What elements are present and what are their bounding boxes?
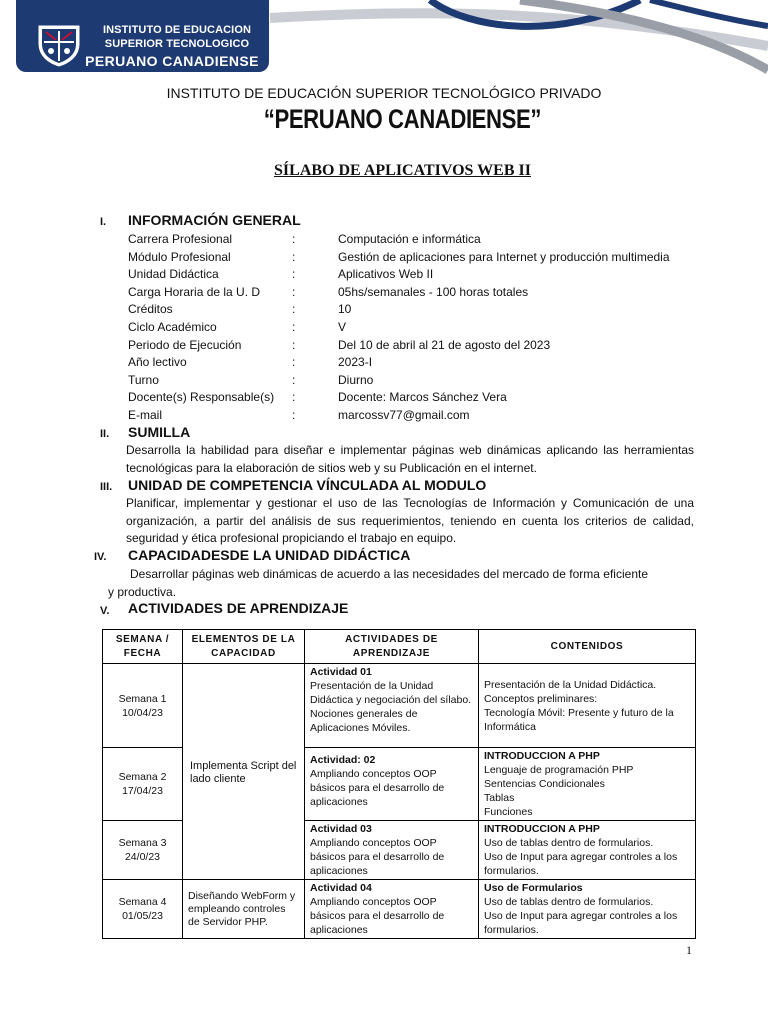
info-value: Gestión de aplicaciones para Internet y producción multimedia [338,250,670,264]
content-line: Funciones [484,806,533,818]
institution-title: “PERUANO CANADIENSE” [263,104,542,134]
element-cell [183,880,305,939]
section-5-number: V. [100,605,110,617]
info-value: Computación e informática [338,232,481,246]
info-colon: : [292,267,296,281]
content-line: Tablas [484,792,515,804]
info-value: 05hs/semanales - 100 horas totales [338,285,529,299]
section-2-number: II. [100,428,110,440]
content-line: Uso de tablas dentro de formularios. [484,837,654,849]
activity-title: Actividad 01 [310,666,372,678]
activity-title: Actividad 04 [310,882,372,894]
week-cell [103,748,183,821]
section-4-number: IV. [94,551,107,563]
content-cell [479,821,696,880]
info-value: Docente: Marcos Sánchez Vera [338,390,507,404]
activity-text: Ampliando conceptos OOP básicos para el desarrollo de aplicaciones [310,768,445,808]
content-cell [479,748,696,821]
info-value: marcossv77@gmail.com [338,408,470,422]
header-contenidos: CONTENIDOS [479,630,696,664]
element-text: Implementa Script del lado cliente [190,760,297,785]
info-label: Créditos [128,302,173,316]
info-colon: : [292,373,296,387]
activity-title: Actividad: 02 [310,754,376,766]
institution-name: INSTITUTO DE EDUCACIÓN SUPERIOR TECNOLÓGICO PRIVADO [166,85,602,101]
section-5-title: ACTIVIDADES DE APRENDIZAJE [128,600,349,616]
week-label: Semana 1 [118,692,167,705]
info-colon: : [292,390,296,404]
info-colon: : [292,320,296,334]
activity-text: Ampliando conceptos OOP básicos para el desarrollo de aplicaciones [310,837,445,877]
week-date: 17/04/23 [122,785,163,797]
info-label: E-mail [128,408,163,422]
info-label: Ciclo Académico [128,320,217,334]
header-actividades: ACTIVIDADES DE APRENDIZAJE [305,630,479,664]
week-label: Semana 2 [118,771,167,783]
content-line: Uso de tablas dentro de formularios. [484,896,654,908]
activity-cell [305,748,479,821]
content-title: Uso de Formularios [484,882,583,894]
info-colon: : [292,285,296,299]
info-label: Turno [128,373,159,387]
logo-line-3: PERUANO CANADIENSE [85,53,259,69]
section-2-title: SUMILLA [128,424,191,440]
content-title: INTRODUCCION A PHP [484,823,600,835]
info-value: Del 10 de abril al 21 de agosto del 2023 [338,338,551,352]
activity-cell [305,664,479,748]
element-text: Diseñando WebForm y empleando controles de Servidor PHP. [188,889,296,928]
section-3-number: III. [100,481,113,493]
section-3-title: UNIDAD DE COMPETENCIA VÍNCULADA AL MODULO [128,477,487,493]
info-label: Docente(s) Responsable(s) [128,390,275,404]
activity-cell [305,880,479,939]
capacidades-text: Desarrollar páginas web dinámicas de acuerdo a las necesidades del mercado de forma eficiente y productiva. [108,567,648,599]
info-value: 10 [338,302,352,316]
content-cell [479,880,696,939]
week-cell [103,880,183,939]
info-value: Diurno [338,373,374,387]
week-cell [103,821,183,880]
info-label: Carrera Profesional [128,232,233,246]
week-date: 24/0/23 [124,851,161,863]
content-line: Uso de Input para agregar controles a los formularios. [484,910,678,936]
table-row [103,880,696,939]
week-label: Semana 3 [118,837,167,849]
info-label: Periodo de Ejecución [128,338,242,352]
content-line: Conceptos preliminares: [484,692,598,705]
info-value: 2023-I [338,355,373,369]
content-line: Sentencias Condicionales [484,778,605,790]
info-colon: : [292,355,296,369]
week-date: 10/04/23 [122,706,163,719]
info-label: Año lectivo [128,355,187,369]
header-elementos: ELEMENTOS DE LA CAPACIDAD [183,630,305,664]
institution-logo [16,0,269,72]
logo-line-2: SUPERIOR TECNOLOGICO [104,38,250,50]
content-line: Lenguaje de programación PHP [484,764,634,776]
info-colon: : [292,250,296,264]
section-1-title: INFORMACIÓN GENERAL [128,212,301,228]
sumilla-text: Desarrolla la habilidad para diseñar e implementar páginas web dinámicas aplicando las herramientas tecnológicas para la elaboración de sitios web y su Publicación en el internet. [126,443,694,475]
info-colon: : [292,338,296,352]
info-label: Unidad Didáctica [128,267,219,281]
section-4-title: CAPACIDADESDE LA UNIDAD DIDÁCTICA [128,547,411,563]
info-colon: : [292,408,296,422]
week-label: Semana 4 [118,896,167,908]
info-value: V [338,320,347,334]
info-value: Aplicativos Web II [338,267,434,281]
info-colon: : [292,302,296,316]
section-1-number: I. [100,216,107,228]
content-title: INTRODUCCION A PHP [484,750,600,762]
activity-text: Presentación de la Unidad Didáctica y negociación del sílabo. Nociones generales de Aplicaciones Móviles. [310,680,472,734]
competencia-text: Planificar, implementar y gestionar el uso de las Tecnologías de Información y Comunicación de una organización, a partir del análisis de sus requerimientos, teniendo en cuenta los criterios de calidad, seguridad y ética profesional propiciando el trabajo en equipo. [126,496,694,545]
logo-line-1: INSTITUTO DE EDUCACION [102,24,252,36]
element-cell [183,664,305,880]
table-row [103,664,696,748]
content-cell [479,664,696,748]
content-line: Uso de Input para agregar controles a los formularios. [484,851,678,877]
activity-title: Actividad 03 [310,823,372,835]
week-cell [103,664,183,748]
activities-table [102,629,696,939]
week-date: 01/05/23 [122,910,163,922]
activity-text: Ampliando conceptos OOP básicos para el desarrollo de aplicaciones [310,896,445,936]
info-label: Módulo Profesional [128,250,231,264]
page-number: 1 [686,943,692,957]
activity-cell [305,821,479,880]
crest-icon [36,22,82,68]
table-header-row [103,630,696,664]
document-title: SÍLABO DE APLICATIVOS WEB II [274,162,531,179]
content-line: Tecnología Móvil: Presente y futuro de la Informática [484,706,674,733]
header-semana: SEMANA / FECHA [103,630,183,664]
info-colon: : [292,232,296,246]
info-label: Carga Horaria de la U. D [128,285,261,299]
content-line: Presentación de la Unidad Didáctica. [484,678,657,691]
